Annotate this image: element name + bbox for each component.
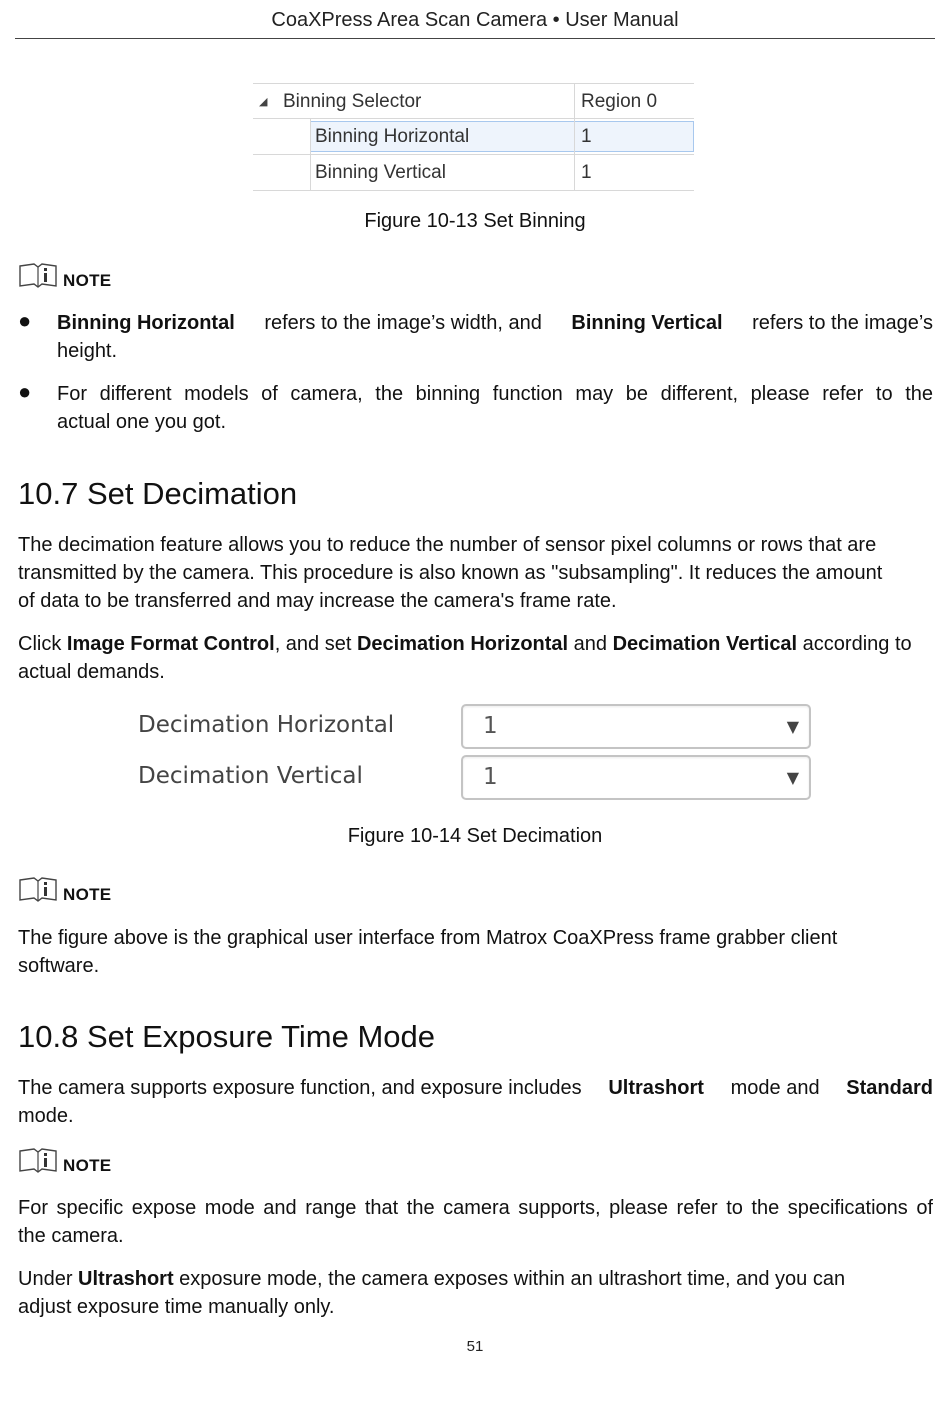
term-decimation-vertical: Decimation Vertical xyxy=(612,633,798,655)
decimation-vertical-select[interactable] xyxy=(461,755,811,800)
note-label: NOTE xyxy=(63,271,112,290)
grid-row-binning-selector[interactable] xyxy=(253,83,694,119)
note-icon xyxy=(18,262,58,290)
text: Under xyxy=(18,1268,79,1290)
bullet-icon: ● xyxy=(18,308,32,333)
property-name: Binning Vertical xyxy=(315,162,446,183)
paragraph-line: The figure above is the graphical user interface from Matrox CoaXPress frame grabber client xyxy=(18,927,838,949)
term-standard: Standard xyxy=(846,1077,933,1099)
page-header: CoaXPress Area Scan Camera • User Manual xyxy=(271,9,679,31)
grid-row-binning-horizontal[interactable] xyxy=(253,119,694,155)
section-heading-10-7: 10.7 Set Decimation xyxy=(18,476,298,511)
text: , and set xyxy=(274,633,357,655)
text: and xyxy=(568,633,613,655)
note-icon xyxy=(18,1147,58,1175)
term-decimation-horizontal: Decimation Horizontal xyxy=(356,633,569,655)
bullet-2-line-1: For different models of camera, the binning function may be different, please refer to the xyxy=(57,383,933,405)
bullet-1-line-1 xyxy=(57,309,933,337)
property-name: Binning Selector xyxy=(283,91,422,112)
text: according to xyxy=(797,633,912,655)
paragraph-line: of data to be transferred and may increase the camera's frame rate. xyxy=(18,590,617,612)
paragraph-line: actual demands. xyxy=(18,661,165,683)
decimation-settings-panel xyxy=(130,700,820,810)
expand-caret-icon[interactable]: ◢ xyxy=(259,96,268,108)
selected-value: 1 xyxy=(483,713,498,739)
text: Click xyxy=(18,633,67,655)
paragraph-line: transmitted by the camera. This procedure is also known as "subsampling". It reduces the amount xyxy=(18,562,883,584)
text: exposure mode, the camera exposes within an ultrashort time, and you can xyxy=(173,1268,846,1290)
paragraph-line xyxy=(18,1265,845,1293)
grid-row-binning-vertical[interactable] xyxy=(253,155,694,191)
text: refers to the image’s width, and xyxy=(264,312,542,334)
text: mode and xyxy=(730,1077,820,1099)
property-value[interactable]: Region 0 xyxy=(581,91,658,112)
figure-caption: Figure 10-14 Set Decimation xyxy=(347,825,603,847)
paragraph-line: the camera. xyxy=(18,1225,124,1247)
term-binning-vertical: Binning Vertical xyxy=(571,312,723,334)
figure-caption: Figure 10-13 Set Binning xyxy=(364,210,586,232)
header-rule xyxy=(15,38,935,39)
paragraph-line xyxy=(18,1074,933,1102)
indent-divider xyxy=(310,119,311,191)
note-icon xyxy=(18,876,58,904)
bullet-1-line-2: height. xyxy=(57,340,118,362)
paragraph-line: The decimation feature allows you to reduce the number of sensor pixel columns or rows that are xyxy=(18,534,877,556)
property-value[interactable]: 1 xyxy=(581,126,592,147)
paragraph-line: software. xyxy=(18,955,100,977)
text: refers to the image’s xyxy=(752,312,933,334)
term-ultrashort: Ultrashort xyxy=(608,1077,704,1099)
note-label: NOTE xyxy=(63,885,112,904)
bullet-2-line-2: actual one you got. xyxy=(57,411,227,433)
property-value[interactable]: 1 xyxy=(581,162,592,183)
page-number: 51 xyxy=(466,1338,484,1355)
term-image-format-control: Image Format Control xyxy=(66,633,275,655)
decimation-vertical-label: Decimation Vertical xyxy=(138,763,363,789)
section-heading-10-8: 10.8 Set Exposure Time Mode xyxy=(18,1019,436,1054)
column-divider xyxy=(574,83,575,191)
note-label: NOTE xyxy=(63,1156,112,1175)
selected-value: 1 xyxy=(483,764,498,790)
dropdown-arrow-icon[interactable]: ▼ xyxy=(786,768,799,787)
decimation-horizontal-label: Decimation Horizontal xyxy=(138,712,395,738)
paragraph-line xyxy=(18,630,912,658)
term-binning-horizontal: Binning Horizontal xyxy=(57,312,235,334)
text: The camera supports exposure function, and exposure includes xyxy=(18,1077,582,1099)
dropdown-arrow-icon[interactable]: ▼ xyxy=(786,717,799,736)
paragraph-line: adjust exposure time manually only. xyxy=(18,1296,335,1318)
term-ultrashort: Ultrashort xyxy=(78,1268,174,1290)
bullet-icon: ● xyxy=(18,379,32,404)
binning-property-grid xyxy=(253,83,694,191)
decimation-horizontal-select[interactable] xyxy=(461,704,811,749)
property-name: Binning Horizontal xyxy=(315,126,470,147)
paragraph-line: For specific expose mode and range that the camera supports, please refer to the specifications of xyxy=(18,1197,933,1219)
paragraph-line: mode. xyxy=(18,1105,74,1127)
